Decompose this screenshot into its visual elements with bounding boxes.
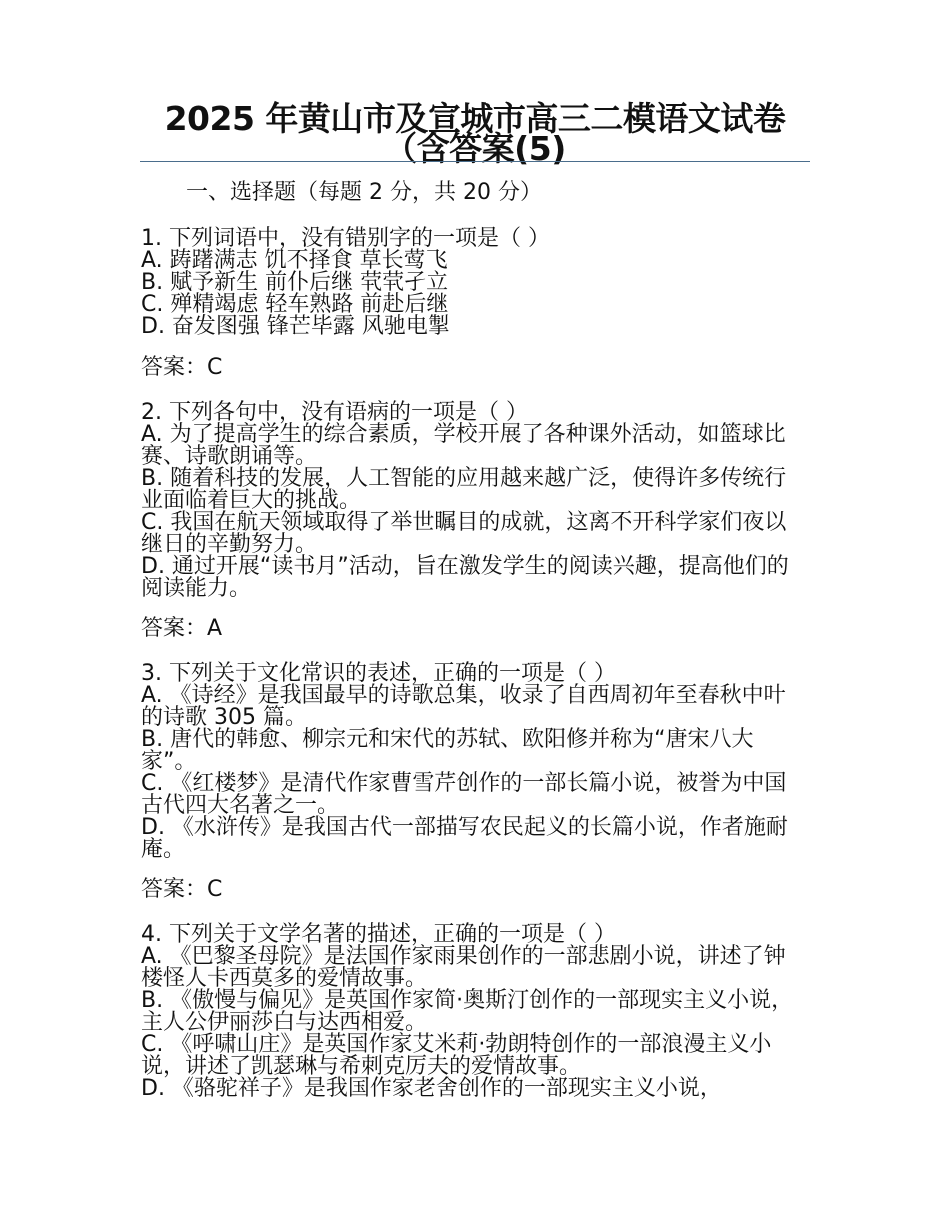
question-3 xyxy=(141,663,803,861)
question-stem: 2. 下列各句中，没有语病的一项是（ ） xyxy=(141,400,528,425)
option-d: D. 奋发图强 锋芒毕露 风驰电掣 xyxy=(141,314,450,339)
answer-2: 答案：A xyxy=(141,616,223,641)
option-c: C. 《呼啸山庄》是英国作家艾米莉·勃朗特创作的一部浪漫主义小说，讲述了凯瑟琳与希刺克厉夫的爱情故事。 xyxy=(141,1032,772,1079)
option-a: A. 《诗经》是我国最早的诗歌总集，收录了自西周初年至春秋中叶的诗歌 305 篇。 xyxy=(141,683,786,730)
option-a: A. 踌躇满志 饥不择食 草长莺飞 xyxy=(141,248,448,273)
question-stem: 3. 下列关于文化常识的表述，正确的一项是（ ） xyxy=(141,661,616,686)
title-divider xyxy=(140,161,810,162)
option-d: D. 《骆驼祥子》是我国作家老舍创作的一部现实主义小说， xyxy=(141,1076,722,1101)
option-c: C. 殚精竭虑 轻车熟路 前赴后继 xyxy=(141,292,449,317)
option-d: D. 《水浒传》是我国古代一部描写农民起义的长篇小说，作者施耐庵。 xyxy=(141,815,788,862)
answer-1: 答案：C xyxy=(141,355,223,380)
option-c: C. 我国在航天领域取得了举世瞩目的成就，这离不开科学家们夜以继日的辛勤努力。 xyxy=(141,510,787,557)
question-stem: 1. 下列词语中，没有错别字的一项是（ ） xyxy=(141,226,550,251)
document-title: 2025 年黄山市及宣城市高三二模语文试卷（含答案(5) xyxy=(164,99,786,168)
section-heading: 一、选择题（每题 2 分，共 20 分） xyxy=(186,180,542,205)
answer-3: 答案：C xyxy=(141,877,223,902)
option-b: B. 唐代的韩愈、柳宗元和宋代的苏轼、欧阳修并称为“唐宋八大家”。 xyxy=(141,727,754,774)
option-c: C. 《红楼梦》是清代作家曹雪芹创作的一部长篇小说，被誉为中国古代四大名著之一。 xyxy=(141,771,787,818)
question-4 xyxy=(141,924,803,1100)
question-stem: 4. 下列关于文学名著的描述，正确的一项是（ ） xyxy=(141,922,616,947)
question-1 xyxy=(141,228,803,338)
option-a: A. 《巴黎圣母院》是法国作家雨果创作的一部悲剧小说，讲述了钟楼怪人卡西莫多的爱情故事。 xyxy=(141,944,786,991)
option-a: A. 为了提高学生的综合素质，学校开展了各种课外活动，如篮球比赛、诗歌朗诵等。 xyxy=(141,422,786,469)
option-b: B. 《傲慢与偏见》是英国作家简·奥斯汀创作的一部现实主义小说，主人公伊丽莎白与达西相爱。 xyxy=(141,988,794,1035)
option-d: D. 通过开展“读书月”活动，旨在激发学生的阅读兴趣，提高他们的阅读能力。 xyxy=(141,554,789,601)
option-b: B. 赋予新生 前仆后继 茕茕孑立 xyxy=(141,270,449,295)
question-2 xyxy=(141,402,803,600)
option-b: B. 随着科技的发展，人工智能的应用越来越广泛，使得许多传统行业面临着巨大的挑战。 xyxy=(141,466,787,513)
